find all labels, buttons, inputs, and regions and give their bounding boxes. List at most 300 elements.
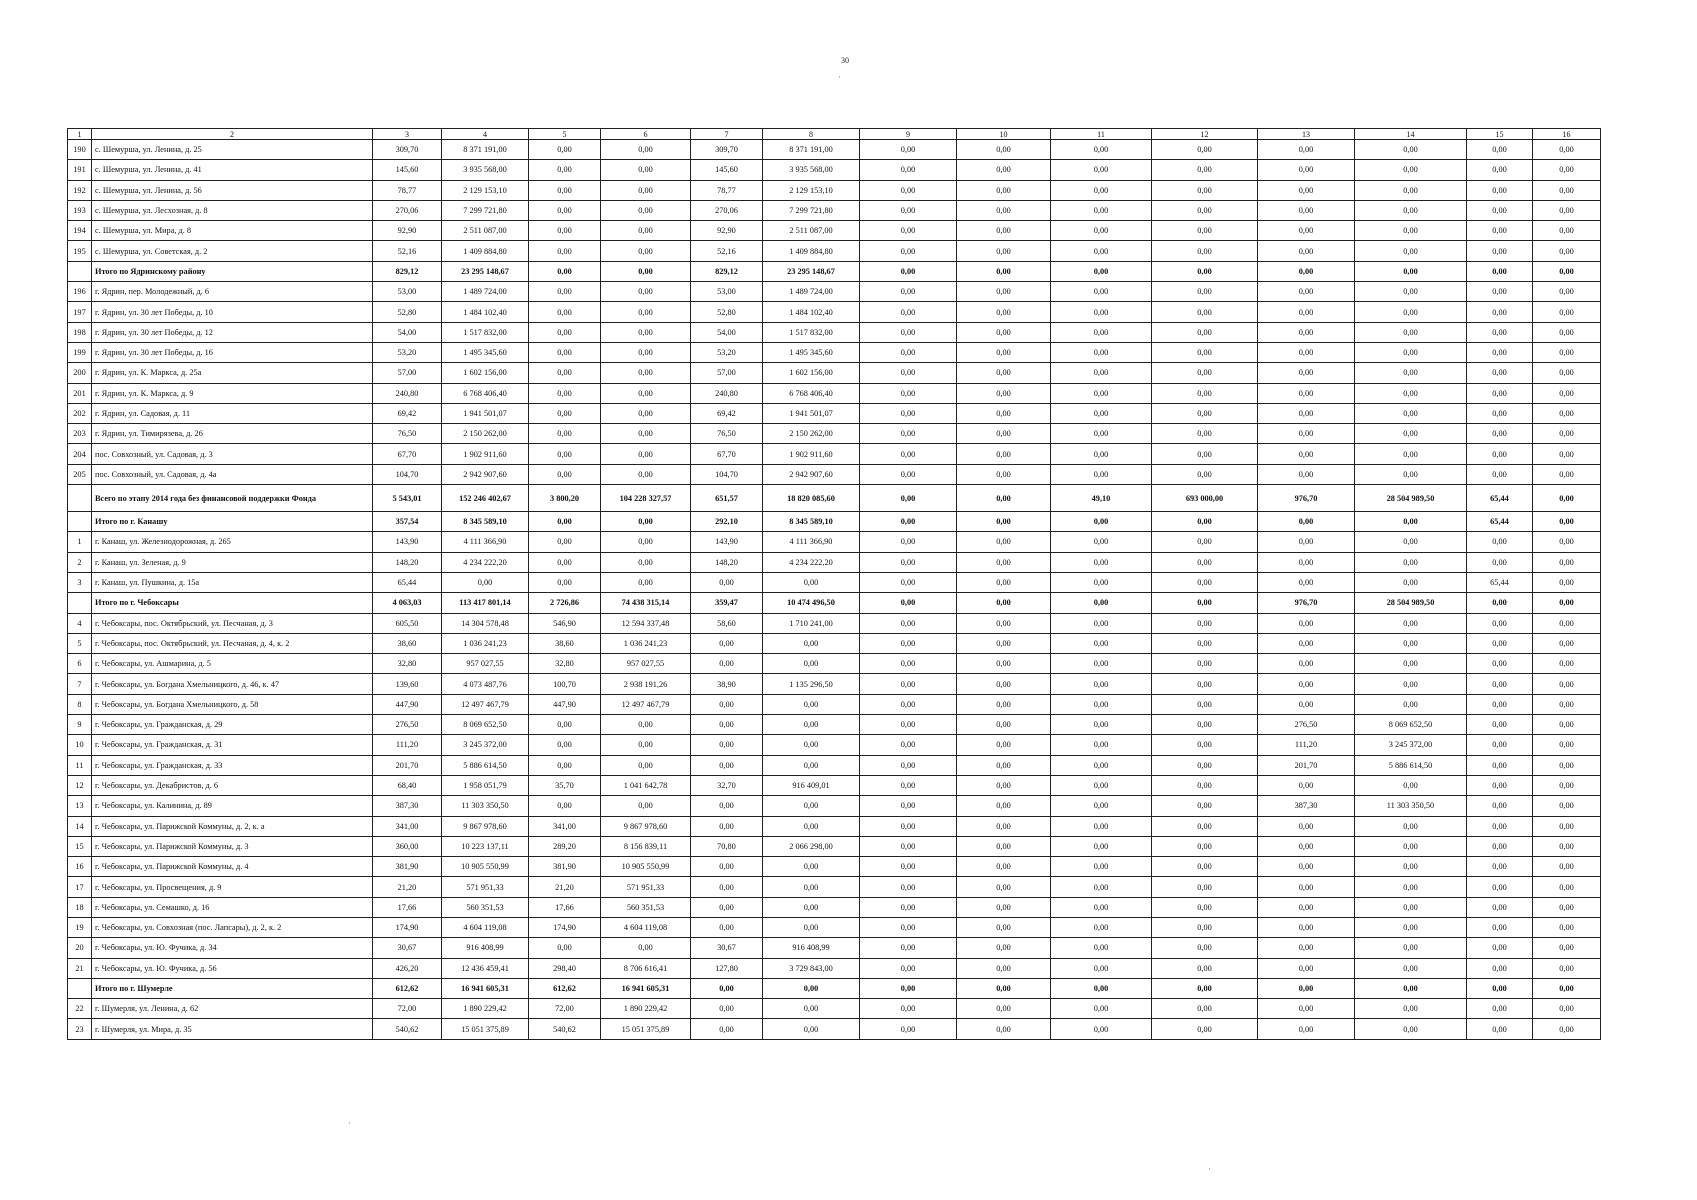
value-cell: 0,00	[1152, 261, 1258, 281]
address-cell: Итого по г. Канашу	[92, 512, 373, 532]
value-cell: 0,00	[763, 877, 860, 897]
value-cell: 0,00	[860, 282, 957, 302]
value-cell: 0,00	[601, 302, 691, 322]
value-cell: 0,00	[957, 593, 1051, 613]
value-cell: 3 935 568,00	[442, 160, 529, 180]
value-cell: 0,00	[860, 775, 957, 795]
value-cell: 0,00	[860, 485, 957, 512]
value-cell: 1 041 642,78	[601, 775, 691, 795]
value-cell: 2 150 262,00	[763, 424, 860, 444]
column-number-header	[68, 129, 1601, 140]
value-cell: 0,00	[1355, 532, 1467, 552]
value-cell: 0,00	[957, 342, 1051, 362]
value-cell: 0,00	[763, 897, 860, 917]
value-cell: 0,00	[1258, 140, 1355, 160]
value-cell: 0,00	[1467, 775, 1533, 795]
value-cell: 0,00	[1533, 532, 1601, 552]
value-cell: 139,60	[373, 674, 442, 694]
value-cell: 0,00	[1467, 444, 1533, 464]
value-cell: 381,90	[373, 857, 442, 877]
value-cell: 28 504 989,50	[1355, 485, 1467, 512]
value-cell: 0,00	[1258, 221, 1355, 241]
value-cell: 1 036 241,23	[442, 633, 529, 653]
value-cell: 0,00	[860, 464, 957, 484]
value-cell: 0,00	[860, 735, 957, 755]
value-cell: 14 304 578,48	[442, 613, 529, 633]
column-header: 3	[373, 129, 442, 140]
value-cell: 0,00	[860, 836, 957, 856]
value-cell: 0,00	[1051, 512, 1152, 532]
value-cell: 0,00	[601, 552, 691, 572]
value-cell: 0,00	[860, 857, 957, 877]
row-number: 2	[68, 552, 92, 572]
value-cell: 605,50	[373, 613, 442, 633]
table-row	[68, 532, 1601, 552]
address-cell: г. Ядрин, пер. Молодежный, д. 6	[92, 282, 373, 302]
value-cell: 52,16	[691, 241, 763, 261]
value-cell: 0,00	[1051, 816, 1152, 836]
value-cell: 0,00	[860, 999, 957, 1019]
value-cell: 0,00	[860, 978, 957, 998]
value-cell: 0,00	[1533, 613, 1601, 633]
address-cell: с. Шемурша, ул. Лесхозная, д. 8	[92, 200, 373, 220]
value-cell: 0,00	[957, 403, 1051, 423]
value-cell: 92,90	[373, 221, 442, 241]
table-row	[68, 572, 1601, 592]
value-cell: 0,00	[860, 342, 957, 362]
table-row	[68, 755, 1601, 775]
value-cell: 0,00	[957, 836, 1051, 856]
value-cell: 357,54	[373, 512, 442, 532]
value-cell: 0,00	[1258, 897, 1355, 917]
value-cell: 0,00	[1051, 342, 1152, 362]
subtotal-row	[68, 978, 1601, 998]
value-cell: 0,00	[1051, 796, 1152, 816]
table-row	[68, 633, 1601, 653]
value-cell: 0,00	[1258, 775, 1355, 795]
value-cell: 0,00	[1258, 512, 1355, 532]
table-row	[68, 444, 1601, 464]
value-cell: 546,90	[529, 613, 601, 633]
value-cell: 0,00	[529, 302, 601, 322]
value-cell: 0,00	[1533, 261, 1601, 281]
value-cell: 0,00	[860, 140, 957, 160]
value-cell: 270,06	[373, 200, 442, 220]
value-cell: 68,40	[373, 775, 442, 795]
value-cell: 0,00	[1467, 363, 1533, 383]
value-cell: 0,00	[1152, 735, 1258, 755]
value-cell: 0,00	[1533, 444, 1601, 464]
value-cell: 0,00	[601, 221, 691, 241]
value-cell: 0,00	[763, 816, 860, 836]
value-cell: 0,00	[1258, 261, 1355, 281]
row-number: 195	[68, 241, 92, 261]
value-cell: 0,00	[1533, 897, 1601, 917]
value-cell: 0,00	[1152, 302, 1258, 322]
value-cell: 2 066 298,00	[763, 836, 860, 856]
address-cell: пос. Совхозный, ул. Садовая, д. 4а	[92, 464, 373, 484]
value-cell: 0,00	[601, 322, 691, 342]
value-cell: 78,77	[691, 180, 763, 200]
value-cell: 0,00	[1051, 444, 1152, 464]
value-cell: 0,00	[691, 999, 763, 1019]
value-cell: 0,00	[1355, 836, 1467, 856]
value-cell: 0,00	[1051, 302, 1152, 322]
value-cell: 1 484 102,40	[763, 302, 860, 322]
value-cell: 0,00	[529, 552, 601, 572]
value-cell: 0,00	[601, 403, 691, 423]
value-cell: 0,00	[691, 735, 763, 755]
scan-speck: ·	[348, 1118, 351, 1128]
value-cell: 0,00	[1355, 444, 1467, 464]
value-cell: 0,00	[1051, 938, 1152, 958]
value-cell: 0,00	[691, 633, 763, 653]
value-cell: 0,00	[1258, 552, 1355, 572]
value-cell: 916 408,99	[442, 938, 529, 958]
value-cell: 0,00	[1051, 200, 1152, 220]
row-number: 23	[68, 1019, 92, 1039]
row-number: 201	[68, 383, 92, 403]
value-cell: 0,00	[763, 796, 860, 816]
value-cell: 0,00	[1051, 282, 1152, 302]
value-cell: 12 594 337,48	[601, 613, 691, 633]
value-cell: 0,00	[1355, 816, 1467, 836]
value-cell: 0,00	[1355, 877, 1467, 897]
value-cell: 0,00	[1533, 221, 1601, 241]
row-number: 10	[68, 735, 92, 755]
value-cell: 0,00	[860, 322, 957, 342]
value-cell: 11 303 350,50	[442, 796, 529, 816]
value-cell: 0,00	[1533, 978, 1601, 998]
value-cell: 0,00	[1051, 917, 1152, 937]
value-cell: 4 234 222,20	[763, 552, 860, 572]
value-cell: 0,00	[860, 816, 957, 836]
value-cell: 447,90	[373, 694, 442, 714]
value-cell: 35,70	[529, 775, 601, 795]
address-cell: Итого по г. Шумерле	[92, 978, 373, 998]
value-cell: 0,00	[1533, 302, 1601, 322]
value-cell: 0,00	[529, 735, 601, 755]
value-cell: 360,00	[373, 836, 442, 856]
value-cell: 0,00	[1051, 464, 1152, 484]
column-header: 10	[957, 129, 1051, 140]
value-cell: 0,00	[763, 978, 860, 998]
value-cell: 0,00	[1533, 593, 1601, 613]
value-cell: 0,00	[1355, 552, 1467, 572]
value-cell: 0,00	[957, 160, 1051, 180]
value-cell: 3 935 568,00	[763, 160, 860, 180]
address-cell: г. Ядрин, ул. Тимирязева, д. 26	[92, 424, 373, 444]
value-cell: 0,00	[1258, 917, 1355, 937]
column-header: 12	[1152, 129, 1258, 140]
address-cell: г. Чебоксары, ул. Семашко, д. 16	[92, 897, 373, 917]
value-cell: 0,00	[1258, 694, 1355, 714]
value-cell: 0,00	[601, 424, 691, 444]
value-cell: 104,70	[691, 464, 763, 484]
value-cell: 0,00	[1467, 160, 1533, 180]
value-cell: 0,00	[860, 221, 957, 241]
value-cell: 0,00	[957, 552, 1051, 572]
value-cell: 0,00	[1467, 180, 1533, 200]
address-cell: с. Шемурша, ул. Ленина, д. 25	[92, 140, 373, 160]
row-number: 7	[68, 674, 92, 694]
value-cell: 0,00	[1467, 796, 1533, 816]
value-cell: 2 511 087,00	[442, 221, 529, 241]
value-cell: 612,62	[373, 978, 442, 998]
address-cell: г. Чебоксары, ул. Богдана Хмельницкого, д. 46, к. 47	[92, 674, 373, 694]
value-cell: 2 942 907,60	[442, 464, 529, 484]
value-cell: 270,06	[691, 200, 763, 220]
value-cell: 3 729 843,00	[763, 958, 860, 978]
table-row	[68, 836, 1601, 856]
value-cell: 0,00	[1152, 877, 1258, 897]
row-number: 11	[68, 755, 92, 775]
value-cell: 0,00	[529, 200, 601, 220]
value-cell: 30,67	[373, 938, 442, 958]
value-cell: 0,00	[529, 403, 601, 423]
value-cell: 0,00	[529, 261, 601, 281]
value-cell: 0,00	[1051, 877, 1152, 897]
value-cell: 0,00	[1051, 241, 1152, 261]
value-cell: 0,00	[1355, 342, 1467, 362]
table-row	[68, 775, 1601, 795]
value-cell: 0,00	[1258, 938, 1355, 958]
value-cell: 104,70	[373, 464, 442, 484]
value-cell: 0,00	[1152, 775, 1258, 795]
value-cell: 0,00	[1051, 180, 1152, 200]
value-cell: 0,00	[860, 674, 957, 694]
value-cell: 1 941 501,07	[763, 403, 860, 423]
table-row	[68, 552, 1601, 572]
value-cell: 0,00	[529, 444, 601, 464]
value-cell: 0,00	[1152, 897, 1258, 917]
row-number	[68, 512, 92, 532]
value-cell: 359,47	[691, 593, 763, 613]
row-number: 8	[68, 694, 92, 714]
value-cell: 4 063,03	[373, 593, 442, 613]
address-cell: г. Чебоксары, пос. Октябрьский, ул. Песчаная, д. 3	[92, 613, 373, 633]
value-cell: 0,00	[1533, 485, 1601, 512]
value-cell: 0,00	[957, 424, 1051, 444]
address-cell: г. Чебоксары, ул. Калинина, д. 89	[92, 796, 373, 816]
row-number: 1	[68, 532, 92, 552]
value-cell: 0,00	[601, 342, 691, 362]
value-cell: 0,00	[529, 221, 601, 241]
table-row	[68, 654, 1601, 674]
row-number: 193	[68, 200, 92, 220]
value-cell: 21,20	[529, 877, 601, 897]
column-header: 1	[68, 129, 92, 140]
table-row	[68, 140, 1601, 160]
value-cell: 0,00	[1258, 572, 1355, 592]
value-cell: 0,00	[957, 572, 1051, 592]
value-cell: 571 951,33	[601, 877, 691, 897]
value-cell: 0,00	[1467, 342, 1533, 362]
value-cell: 0,00	[1051, 140, 1152, 160]
value-cell: 100,70	[529, 674, 601, 694]
subtotal-row	[68, 593, 1601, 613]
value-cell: 0,00	[860, 796, 957, 816]
value-cell: 0,00	[1152, 613, 1258, 633]
value-cell: 0,00	[763, 572, 860, 592]
value-cell: 0,00	[1258, 958, 1355, 978]
value-cell: 0,00	[1152, 796, 1258, 816]
row-number: 17	[68, 877, 92, 897]
value-cell: 0,00	[1355, 363, 1467, 383]
value-cell: 0,00	[957, 241, 1051, 261]
value-cell: 2 511 087,00	[763, 221, 860, 241]
value-cell: 148,20	[373, 552, 442, 572]
value-cell: 9 867 978,60	[601, 816, 691, 836]
value-cell: 0,00	[1355, 512, 1467, 532]
value-cell: 10 474 496,50	[763, 593, 860, 613]
value-cell: 0,00	[763, 857, 860, 877]
value-cell: 21,20	[373, 877, 442, 897]
value-cell: 0,00	[763, 1019, 860, 1039]
row-number: 200	[68, 363, 92, 383]
value-cell: 0,00	[1533, 796, 1601, 816]
value-cell: 0,00	[1258, 816, 1355, 836]
value-cell: 0,00	[1533, 512, 1601, 532]
value-cell: 240,80	[691, 383, 763, 403]
value-cell: 0,00	[1467, 552, 1533, 572]
value-cell: 111,20	[1258, 735, 1355, 755]
address-cell: г. Чебоксары, ул. Парижской Коммуны, д. 3	[92, 836, 373, 856]
value-cell: 10 905 550,99	[601, 857, 691, 877]
value-cell: 57,00	[373, 363, 442, 383]
value-cell: 0,00	[1152, 674, 1258, 694]
value-cell: 53,20	[691, 342, 763, 362]
address-cell: г. Чебоксары, пос. Октябрьский, ул. Песчаная, д. 4, к. 2	[92, 633, 373, 653]
value-cell: 0,00	[1533, 917, 1601, 937]
address-cell: г. Чебоксары, ул. Просвещения, д. 9	[92, 877, 373, 897]
value-cell: 0,00	[1152, 816, 1258, 836]
value-cell: 0,00	[1355, 282, 1467, 302]
value-cell: 0,00	[957, 200, 1051, 220]
table-row	[68, 694, 1601, 714]
value-cell: 0,00	[1152, 917, 1258, 937]
value-cell: 0,00	[1355, 261, 1467, 281]
value-cell: 0,00	[1355, 978, 1467, 998]
value-cell: 0,00	[601, 282, 691, 302]
value-cell: 0,00	[1467, 1019, 1533, 1039]
value-cell: 0,00	[601, 241, 691, 261]
value-cell: 0,00	[1533, 938, 1601, 958]
value-cell: 0,00	[860, 424, 957, 444]
address-cell: г. Шумерля, ул. Ленина, д. 62	[92, 999, 373, 1019]
value-cell: 0,00	[860, 302, 957, 322]
value-cell: 0,00	[860, 897, 957, 917]
value-cell: 560 351,53	[442, 897, 529, 917]
value-cell: 0,00	[860, 180, 957, 200]
value-cell: 5 543,01	[373, 485, 442, 512]
value-cell: 0,00	[1051, 552, 1152, 572]
value-cell: 0,00	[1355, 775, 1467, 795]
value-cell: 0,00	[1051, 978, 1152, 998]
value-cell: 8 371 191,00	[763, 140, 860, 160]
table-row	[68, 735, 1601, 755]
value-cell: 15 051 375,89	[601, 1019, 691, 1039]
value-cell: 54,00	[373, 322, 442, 342]
column-header: 6	[601, 129, 691, 140]
value-cell: 612,62	[529, 978, 601, 998]
row-number: 4	[68, 613, 92, 633]
table-row	[68, 200, 1601, 220]
value-cell: 0,00	[1533, 180, 1601, 200]
value-cell: 0,00	[1533, 715, 1601, 735]
value-cell: 0,00	[860, 1019, 957, 1039]
value-cell: 16 941 605,31	[601, 978, 691, 998]
value-cell: 0,00	[601, 200, 691, 220]
value-cell: 0,00	[1152, 572, 1258, 592]
address-cell: Всего по этапу 2014 года без финансовой поддержки Фонда	[92, 485, 373, 512]
value-cell: 0,00	[1355, 241, 1467, 261]
page-number: 30	[841, 56, 849, 65]
value-cell: 8 706 616,41	[601, 958, 691, 978]
value-cell: 0,00	[1355, 160, 1467, 180]
value-cell: 0,00	[1533, 241, 1601, 261]
row-number: 13	[68, 796, 92, 816]
value-cell: 7 299 721,80	[763, 200, 860, 220]
value-cell: 3 245 372,00	[442, 735, 529, 755]
value-cell: 0,00	[529, 572, 601, 592]
column-header: 4	[442, 129, 529, 140]
value-cell: 0,00	[1355, 1019, 1467, 1039]
address-cell: г. Ядрин, ул. 30 лет Победы, д. 10	[92, 302, 373, 322]
value-cell: 1 902 911,60	[763, 444, 860, 464]
value-cell: 0,00	[1467, 877, 1533, 897]
value-cell: 0,00	[1051, 999, 1152, 1019]
value-cell: 0,00	[1467, 999, 1533, 1019]
value-cell: 0,00	[1355, 322, 1467, 342]
address-cell: г. Чебоксары, ул. Ашмарина, д. 5	[92, 654, 373, 674]
value-cell: 1 036 241,23	[601, 633, 691, 653]
value-cell: 174,90	[529, 917, 601, 937]
value-cell: 0,00	[1258, 999, 1355, 1019]
value-cell: 0,00	[1152, 200, 1258, 220]
value-cell: 341,00	[529, 816, 601, 836]
value-cell: 0,00	[1152, 633, 1258, 653]
value-cell: 1 958 051,79	[442, 775, 529, 795]
value-cell: 0,00	[1051, 674, 1152, 694]
value-cell: 53,00	[373, 282, 442, 302]
value-cell: 65,44	[1467, 512, 1533, 532]
value-cell: 0,00	[1355, 958, 1467, 978]
value-cell: 76,50	[373, 424, 442, 444]
value-cell: 4 111 366,90	[442, 532, 529, 552]
row-number	[68, 261, 92, 281]
value-cell: 0,00	[601, 140, 691, 160]
value-cell: 0,00	[1533, 857, 1601, 877]
column-header: 11	[1051, 129, 1152, 140]
table-row	[68, 322, 1601, 342]
value-cell: 4 234 222,20	[442, 552, 529, 572]
value-cell: 0,00	[1051, 735, 1152, 755]
value-cell: 0,00	[860, 444, 957, 464]
value-cell: 976,70	[1258, 593, 1355, 613]
column-header: 5	[529, 129, 601, 140]
value-cell: 23 295 148,67	[763, 261, 860, 281]
value-cell: 0,00	[860, 383, 957, 403]
value-cell: 0,00	[691, 796, 763, 816]
value-cell: 957 027,55	[442, 654, 529, 674]
value-cell: 0,00	[1152, 715, 1258, 735]
value-cell: 341,00	[373, 816, 442, 836]
column-header: 13	[1258, 129, 1355, 140]
value-cell: 0,00	[691, 694, 763, 714]
value-cell: 0,00	[1467, 715, 1533, 735]
value-cell: 3 245 372,00	[1355, 735, 1467, 755]
